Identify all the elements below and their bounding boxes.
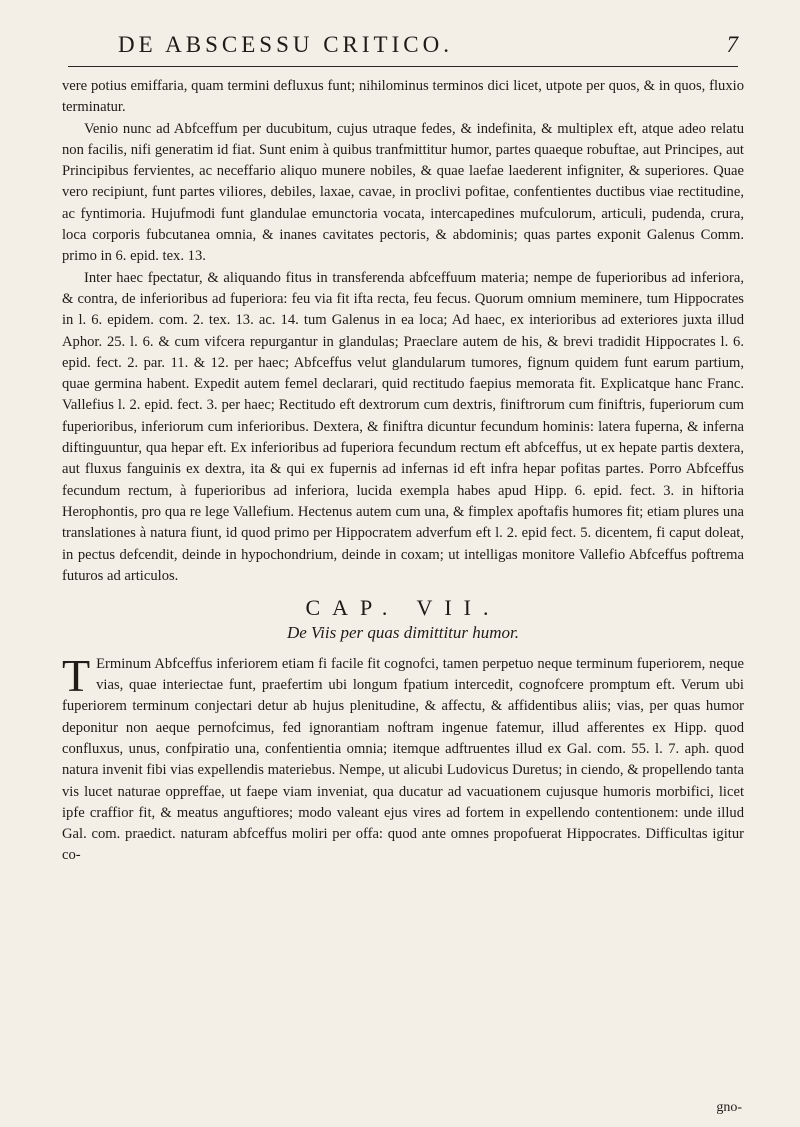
page-number: 7 [726, 32, 738, 57]
paragraph: Venio nunc ad Abfceffum per ducubitum, cujus utraque fedes, & indefinita, & multiplex eft, atque adeo relatu non facilis, nifi generatim id fiat. Sunt enim à quibus tranfmittitur humor, partes quaeque robuftae, aut Principes, aut Principibus fervientes, ac neceffario aliquo munere nobiles, & quae laefae laederent infigniter, & superiores. Quae vero recipiunt, funt partes viliores, debiles, laxae, cavae, in proclivi pofitae, confentientes ductibus viae rectitudine, ac fyntimoria. Hujufmodi funt glandulae emunctoria vocata, intercapedines mufculorum, articuli, pudenda, crura, loca corporis fubcutanea omnia, & inanes cavitates pectoris, & abdominis; quas partes exponit Galenus Comm. primo in 6. epid. tex. 13. [62, 120, 744, 265]
catchword: gno- [716, 1100, 742, 1115]
body-text [62, 76, 744, 867]
running-title: DE ABSCESSU CRITICO. [118, 32, 453, 57]
chapter-heading: CAP. VII. [305, 595, 501, 621]
paragraph: Inter haec fpectatur, & aliquando fitus in transferenda abfceffuum materia; nempe de fuperioribus ad inferiora, & contra, de inferioribus ad fuperiora: feu via fit ifta recta, feu fecus. Quorum omnium meminere, tum Hippocrates in l. 6. epidem. com. 2. tex. 13. ac. 14. tum Galenus in ea loca; Ad haec, ex interioribus ad exteriores juxta illud Aphor. 25. l. 6. & cum vifcera repurgantur in glandulas; Praeclare autem de his, & brevi tradidit Hippocrates l. 6. epid. fect. 2. par. 11. & 12. per haec; Abfceffus velut glandularum tumores, fignum quidem funt earum partium, quae germina habent. Expedit autem femel declarari, quid rectitudo faepius memorata fit. Explicatque hanc Franc. Vallefius l. 2. epid. fect. 3. per haec; Rectitudo eft dextrorum cum dextris, finiftrorum cum finiftris, fuperiorum cum fuperioribus, inferiorum cum inferioribus. Dextera, & finiftra dicuntur fecundum hominis: latera fuperna, & inferna diftinguuntur, qua hepar eft. Ex inferioribus ad fuperiora fecundum rectum eft abfceffus, ut ex hepate partis dextera, aut fluxus fanguinis ex dextra, ita & qui ex fupernis ad infernas id eft infra hepar pofitas partes. Porro Abfceffus fecundum rectum, à fuperioribus ad inferiora, lucida exempla habes apud Hipp. 6. epid. fect. 3. in hiftoria Herophontis, pro qua re lege Vallefium. Hectenus autem cum una, & fimplex apoftafis humores fit; etiam plures una translationes à natura fiunt, id quod primo per Hippocratem adverfum eft l. 2. epid fect. 5. dicentem, fi caput doleat, in pectus defcendit, deinde in hypochondrium, deinde in coxam; ut intelligas monitore Vallefio Abfceffus poftrema futuros ad articulos. [62, 269, 744, 584]
chapter-text: Erminum Abfceffus inferiorem etiam fi facile fit cognofci, tamen perpetuo neque terminum fuperiorem, neque vias, quae interiectae funt, praefertim ubi longum fpatium intercedit, cognofcere promptum eft. Verum ubi fuperiorem terminum conjectari detur ab hujus plenitudine, & affectu, & affidentibus aliis; vias, per quas humor deponitur non aeque pernofcimus, fed ignorantiam noftram ingenue fatemur, illud afferentes ex Hipp. quod confluxus, unus, confpiratio una, confentientia omnia; itemque adftruentes illud ex Gal. com. 55. l. 7. aph. quod natura invenit fibi vias expellendis materiebus. Nempe, ut alicubi Ludovicus Duretus; in ciendo, & propellendo tanta vis lucet naturae oppreffae, ut faepe viam inveniat, qua ducatur ad vacuationem cujusque humoris morbifici, licet ipfe craffior fit, & meatus anguftiores; modo valeant ejus vires ad fortem in expellendo contentionem: unde illud Gal. com. praedict. naturam abfceffus moliri per offa: quod ante omnes propofuerat Hippocrates. Difficultas igitur co- [62, 655, 744, 864]
chapter-subtitle: De Viis per quas dimittitur humor. [286, 623, 520, 643]
drop-cap: T [62, 649, 91, 701]
paragraph: vere potius emiffaria, quam termini defluxus funt; nihilominus terminos dici licet, utpote per quos, & in quos, fluxio terminatur. [62, 78, 744, 116]
page-header [68, 26, 738, 67]
chapter-paragraph [62, 649, 744, 867]
